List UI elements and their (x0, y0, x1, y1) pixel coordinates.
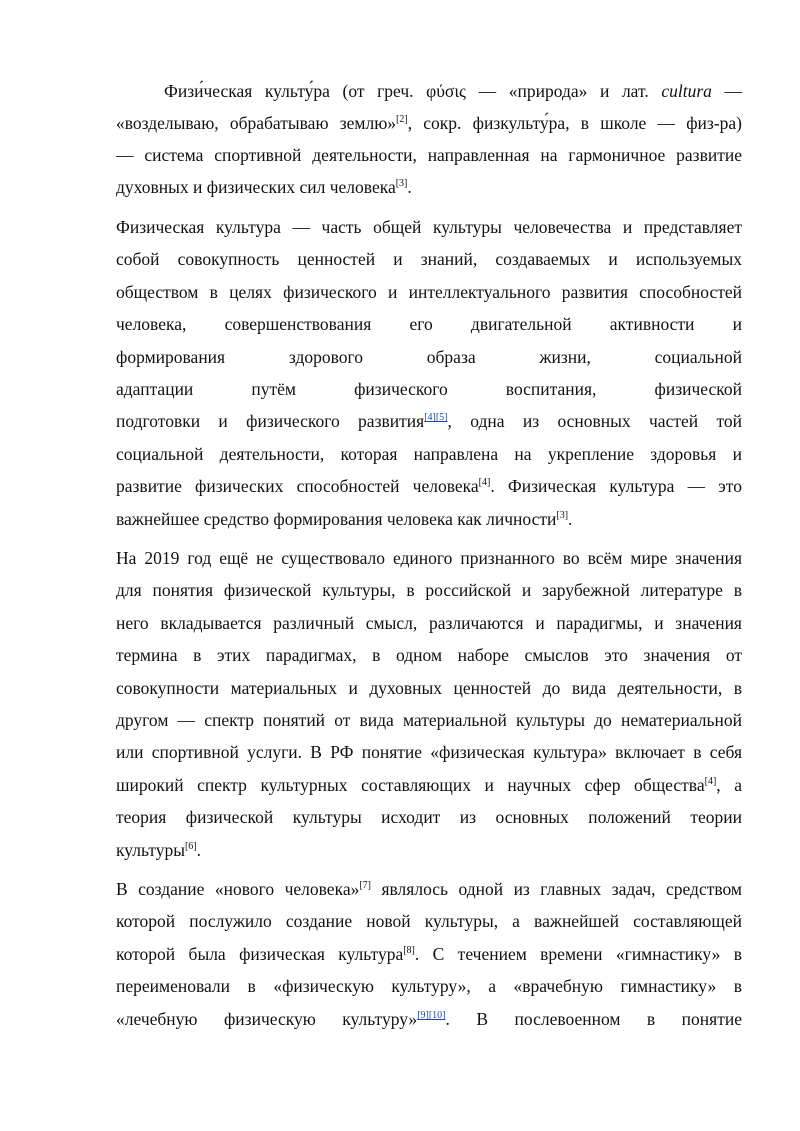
footnote-ref: [6] (184, 841, 197, 852)
text-line: Физическая культура — часть общей культуры человечества и представляет (116, 217, 742, 237)
text-line: культуры[6]. (116, 840, 202, 860)
footnote-ref: [3] (395, 178, 408, 189)
footnote-link[interactable]: [4][5] (424, 412, 448, 423)
text-line: развитие физических способностей человека[4]. Физическая культура — это (116, 476, 742, 496)
text-line: важнейшее средство формирования человека как личности[3]. (116, 509, 573, 529)
text-line: него вкладывается различный смысл, различаются и парадигмы, и значения (116, 613, 742, 633)
text-line: обществом в целях физического и интеллектуального развития способностей (116, 282, 742, 302)
text-line: переименовали в «физическую культуру», а «врачебную гимнастику» в (116, 976, 742, 996)
footnote-ref: [7] (359, 880, 372, 891)
text-line: социальной деятельности, которая направлена на укрепление здоровья и (116, 444, 742, 464)
text-line: духовных и физических сил человека[3]. (116, 177, 412, 197)
text-line: «возделываю, обрабатываю землю»[2], сокр. физкульту́ра, в школе — физ-ра) (116, 113, 743, 133)
text-line: термина в этих парадигмах, в одном наборе смыслов это значения от (116, 645, 742, 665)
text-line: собой совокупность ценностей и знаний, создаваемых и используемых (116, 249, 742, 269)
text-line: или спортивной услуги. В РФ понятие «физическая культура» включает в себя (116, 742, 742, 762)
text-line: На 2019 год ещё не существовало единого признанного во всём мире значения (116, 548, 742, 568)
text-line: другом — спектр понятий от вида материальной культуры до нематериальной (116, 710, 742, 730)
text-line: широкий спектр культурных составляющих и научных сфер общества[4], а (116, 775, 742, 795)
text-line: адаптации путём физического воспитания, физической (116, 379, 742, 399)
text-line: — система спортивной деятельности, направленная на гармоничное развитие (116, 145, 742, 165)
text-line: подготовки и физического развития[4][5], одна из основных частей той (116, 411, 742, 431)
footnote-ref: [4] (478, 477, 491, 488)
footnote-ref: [4] (704, 776, 717, 787)
text-line: для понятия физической культуры, в российской и зарубежной литературе в (116, 580, 742, 600)
text-line: В создание «нового человека»[7] являлось одной из главных задач, средством (116, 879, 742, 899)
footnote-ref: [8] (403, 945, 415, 956)
text-line: «лечебную физическую культуру»[9][10]. В послевоенном в понятие (116, 1009, 742, 1029)
text-line: совокупности материальных и духовных ценностей до вида деятельности, в (116, 678, 742, 698)
text-line: Физи́ческая культу́ра (от греч. φύσις — «природа» и лат. cultura — (164, 81, 743, 101)
text-line: формирования здорового образа жизни, социальной (116, 347, 742, 367)
footnote-ref: [3] (556, 510, 569, 521)
text-line: человека, совершенствования его двигательной активности и (116, 314, 742, 334)
footnote-ref: [2] (396, 114, 408, 125)
text-line: теория физической культуры исходит из основных положений теории (116, 807, 742, 827)
text-line: которой была физическая культура[8]. С течением времени «гимнастику» в (116, 944, 742, 964)
text-line: которой послужило создание новой культуры, а важнейшей составляющей (116, 911, 742, 931)
footnote-link[interactable]: [9][10] (417, 1010, 446, 1021)
